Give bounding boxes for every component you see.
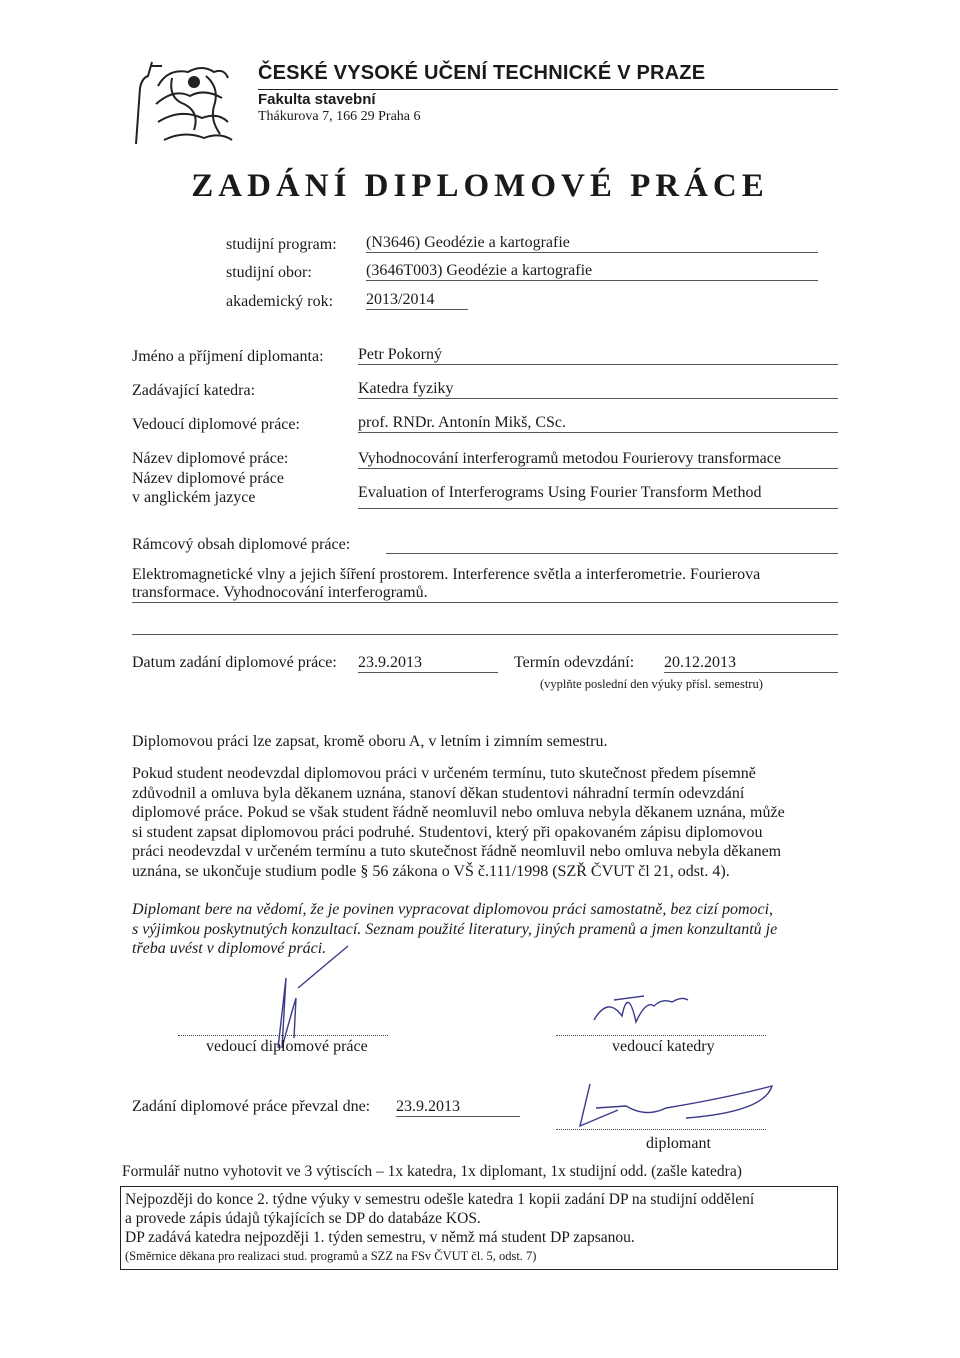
rule-p2-line: Pokud student neodevzdal diplomovou práci v určeném termínu, tuto skutečnost předem písemně	[132, 765, 756, 782]
university-logo	[128, 58, 240, 146]
field-label: studijní obor:	[226, 264, 312, 281]
deadline-note: (vyplňte poslední den výuky přísl. semestru)	[540, 677, 763, 691]
title-en-label-2: v anglickém jazyce	[132, 489, 256, 506]
rule-p2-line: si student zapsat diplomovou práci podruhé. Studentovi, který při opakovaném zápisu diplomovou	[132, 823, 763, 841]
deadline-value: 20.12.2013	[664, 654, 838, 673]
footer-box-line: Nejpozději do konce 2. týdne výuky v semestru odešle katedra 1 kopii zadání DP na studijní oddělení	[125, 1191, 755, 1208]
faculty-name: Fakulta stavební	[258, 91, 376, 108]
rule-p2-line: práci neodevzdal v určeném termínu a tuto skutečnost řádně neomluvil nebo omluva nebyla děkanem	[132, 843, 782, 860]
footer-box-small: (Směrnice děkana pro realizaci stud. programů a SZZ na FSv ČVUT čl. 5, odst. 7)	[125, 1249, 537, 1263]
supervisor-signature-line	[178, 1035, 388, 1036]
rule-p3-line: s výjimkou poskytnutých konzultací. Seznam použité literatury, jiných pramenů a jmen konzultantů je	[132, 920, 778, 938]
footer-box-line: a provede zápis údajů týkajících se DP do databáze KOS.	[125, 1210, 481, 1227]
footer-box-line: DP zadává katedra nejpozději 1. týden semestru, v němž má student DP zapsanou.	[125, 1229, 635, 1246]
year-label: akademický rok:	[226, 293, 334, 310]
faculty-address: Thákurova 7, 166 29 Praha 6	[258, 109, 421, 124]
rule-p3-line: třeba uvést v diplomové práci.	[132, 940, 327, 957]
assigned-date-label: Datum zadání diplomové práce:	[132, 654, 337, 671]
content-line-1: Elektromagnetické vlny a jejich šíření prostorem. Interference světla a interferometrie. Fourierova	[132, 566, 761, 583]
head-signature-line	[556, 1035, 766, 1036]
department-value: Katedra fyziky	[358, 380, 838, 399]
rule-p2-line: uznána, se ukončuje studium podle § 56 zákona o VŠ č.111/1998 (SZŘ ČVUT čl 21, odst. 4).	[132, 862, 730, 880]
content-label: Rámcový obsah diplomové práce:	[132, 536, 351, 553]
student-signature	[566, 1078, 786, 1132]
university-name: ČESKÉ VYSOKÉ UČENÍ TECHNICKÉ V PRAZE	[258, 62, 706, 84]
content-label-line	[386, 553, 838, 554]
department-label: Zadávající katedra:	[132, 382, 256, 399]
rule-paragraph-2	[132, 764, 838, 881]
title-en-label-1: Název diplomové práce	[132, 470, 284, 487]
student-label: Jméno a příjmení diplomanta:	[132, 348, 324, 365]
field-value: (3646T003) Geodézie a kartografie	[366, 262, 818, 281]
deadline-label: Termín odevzdání:	[514, 654, 635, 671]
received-value: 23.9.2013	[396, 1098, 520, 1117]
received-label: Zadání diplomové práce převzal dne:	[132, 1098, 371, 1115]
head-signature	[588, 976, 698, 1040]
assigned-date-value: 23.9.2013	[358, 654, 498, 673]
title-en-value: Evaluation of Interferograms Using Fourier Transform Method	[358, 484, 838, 509]
content-blank-line	[132, 634, 838, 635]
supervisor-value: prof. RNDr. Antonín Mikš, CSc.	[358, 414, 838, 433]
head-signature-label: vedoucí katedry	[612, 1038, 715, 1055]
year-value: 2013/2014	[366, 291, 468, 310]
rule-p3-line: Diplomant bere na vědomí, že je povinen vypracovat diplomovou práci samostatně, bez cizí pomoci,	[132, 901, 774, 918]
student-signature-label: diplomant	[646, 1135, 711, 1152]
footer-box	[120, 1186, 838, 1270]
document-title: ZADÁNÍ DIPLOMOVÉ PRÁCE	[191, 168, 769, 204]
rule-p2-line: diplomové práce. Pokud se však student řádně neomluvil nebo omluva nebyla děkanem uznána, může	[132, 804, 785, 821]
student-value: Petr Pokorný	[358, 346, 838, 365]
title-cz-label: Název diplomové práce:	[132, 450, 289, 467]
content-line-2: transformace. Vyhodnocování interferogramů.	[132, 584, 838, 603]
header-rule	[258, 89, 838, 90]
program-value: (N3646) Geodézie a kartografie	[366, 234, 818, 253]
student-signature-line	[556, 1129, 766, 1130]
supervisor-label: Vedoucí diplomové práce:	[132, 416, 300, 433]
supervisor-signature-label: vedoucí diplomové práce	[206, 1038, 368, 1055]
rule-p2-line: zdůvodnil a omluva byla děkanem uznána, stanoví děkan studentovi náhradní termín odevzdání	[132, 784, 745, 802]
title-cz-value: Vyhodnocování interferogramů metodou Fourierovy transformace	[358, 450, 838, 469]
rule-paragraph-1: Diplomovou práci lze zapsat, kromě oboru A, v letním i zimním semestru.	[132, 733, 608, 750]
program-label: studijní program:	[226, 236, 337, 253]
footer-note: Formulář nutno vyhotovit ve 3 výtiscích – 1x katedra, 1x diplomant, 1x studijní odd. (zašle katedra)	[122, 1163, 742, 1180]
